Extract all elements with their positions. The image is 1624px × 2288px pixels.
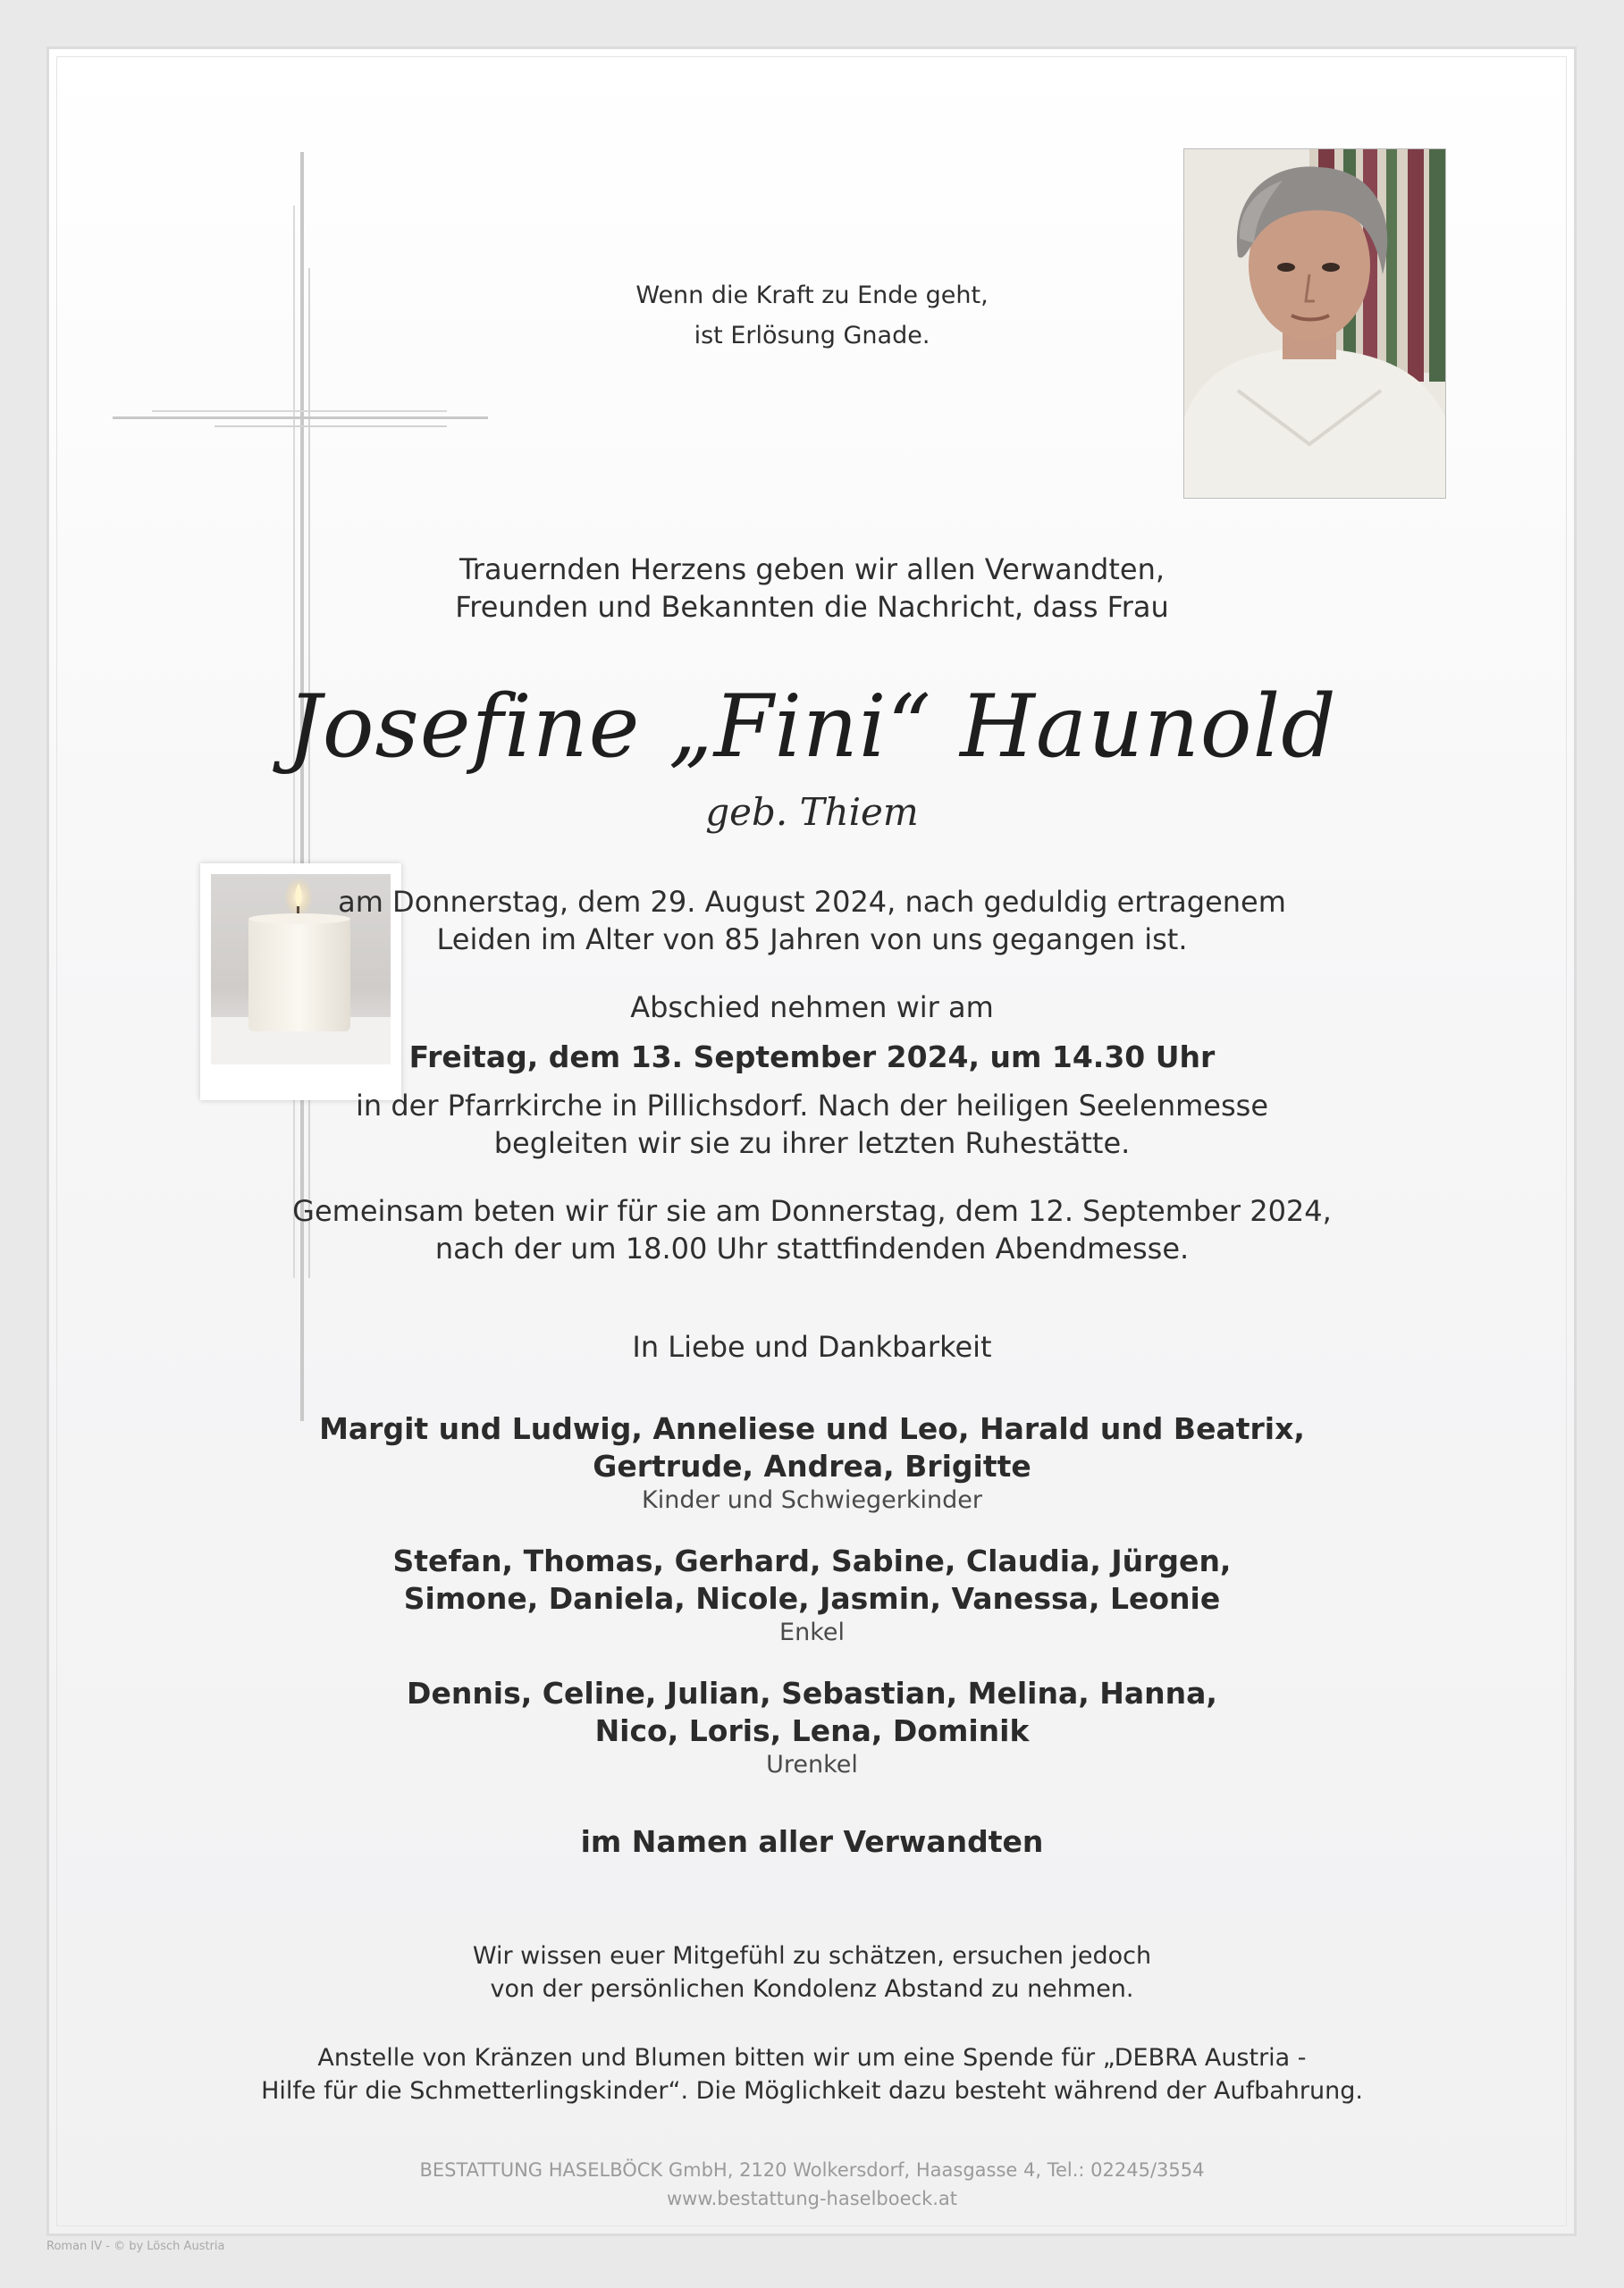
family-role: Enkel: [779, 1619, 845, 1646]
website-link[interactable]: www.bestattung-haselboeck.at: [666, 2188, 958, 2209]
family-role: Kinder und Schwiegerkinder: [642, 1486, 982, 1514]
prayer-line: nach der um 18.00 Uhr stattfindenden Abendmesse.: [434, 1232, 1190, 1266]
funeral-home-footer: [0, 2156, 1624, 2213]
prayer-notice: [0, 1192, 1624, 1267]
farewell-intro: Abschied nehmen wir am: [630, 990, 994, 1024]
donation-line: Anstelle von Kränzen und Blumen bitten wir um eine Spende für „DEBRA Austria -: [317, 2044, 1307, 2072]
funeral-date: Freitag, dem 13. September 2024, um 14.30 Uhr: [408, 1039, 1216, 1074]
farewell-line: begleiten wir sie zu ihrer letzten Ruhestätte.: [493, 1126, 1131, 1160]
intro-line: Freunden und Bekannten die Nachricht, dass Frau: [455, 590, 1169, 624]
prayer-line: Gemeinsam beten wir für sie am Donnerstag, dem 12. September 2024,: [292, 1194, 1332, 1228]
template-code: Roman IV - © by Lösch Austria: [46, 2240, 225, 2253]
farewell-line: in der Pfarrkirche in Pillichsdorf. Nach der heiligen Seelenmesse: [355, 1089, 1269, 1123]
family-group: [0, 1543, 1624, 1648]
family-names: Nico, Loris, Lena, Dominik: [594, 1713, 1030, 1748]
quote: [0, 275, 1624, 356]
family-names: Stefan, Thomas, Gerhard, Sabine, Claudia, Jürgen,: [392, 1544, 1232, 1578]
family-role: Urenkel: [766, 1751, 858, 1779]
death-line: am Donnerstag, dem 29. August 2024, nach geduldig ertragenem: [338, 885, 1286, 919]
condolence-notice: [0, 1939, 1624, 2006]
family-names: Simone, Daniela, Nicole, Jasmin, Vanessa, Leonie: [403, 1581, 1221, 1616]
family-group: [0, 1675, 1624, 1780]
condolence-line: von der persönlichen Kondolenz Abstand zu nehmen.: [490, 1975, 1134, 2003]
donation-notice: [0, 2041, 1624, 2107]
deceased-name: Josefine „Fini“ Haunold: [287, 677, 1337, 777]
death-line: Leiden im Alter von 85 Jahren von uns gegangen ist.: [436, 922, 1188, 956]
company-info: BESTATTUNG HASELBÖCK GmbH, 2120 Wolkersdorf, Haasgasse 4, Tel.: 02245/3554: [419, 2159, 1205, 2181]
maiden-name: geb. Thiem: [705, 790, 919, 834]
intro-line: Trauernden Herzens geben wir allen Verwandten,: [459, 552, 1165, 586]
condolence-line: Wir wissen euer Mitgefühl zu schätzen, ersuchen jedoch: [472, 1942, 1152, 1970]
family-names: Gertrude, Andrea, Brigitte: [593, 1449, 1031, 1484]
relatives-line: im Namen aller Verwandten: [580, 1824, 1044, 1859]
family-group: [0, 1410, 1624, 1516]
quote-line: Wenn die Kraft zu Ende geht,: [635, 282, 989, 309]
closing-phrase: In Liebe und Dankbarkeit: [632, 1330, 992, 1364]
donation-line: Hilfe für die Schmetterlingskinder“. Die Möglichkeit dazu besteht während der Aufbahrung.: [261, 2077, 1363, 2105]
quote-line: ist Erlösung Gnade.: [694, 322, 930, 349]
family-names: Dennis, Celine, Julian, Sebastian, Melina, Hanna,: [407, 1676, 1217, 1711]
farewell-details: [0, 1087, 1624, 1162]
death-notice: [0, 883, 1624, 958]
intro-text: [0, 551, 1624, 626]
family-names: Margit und Ludwig, Anneliese und Leo, Harald und Beatrix,: [319, 1411, 1305, 1446]
